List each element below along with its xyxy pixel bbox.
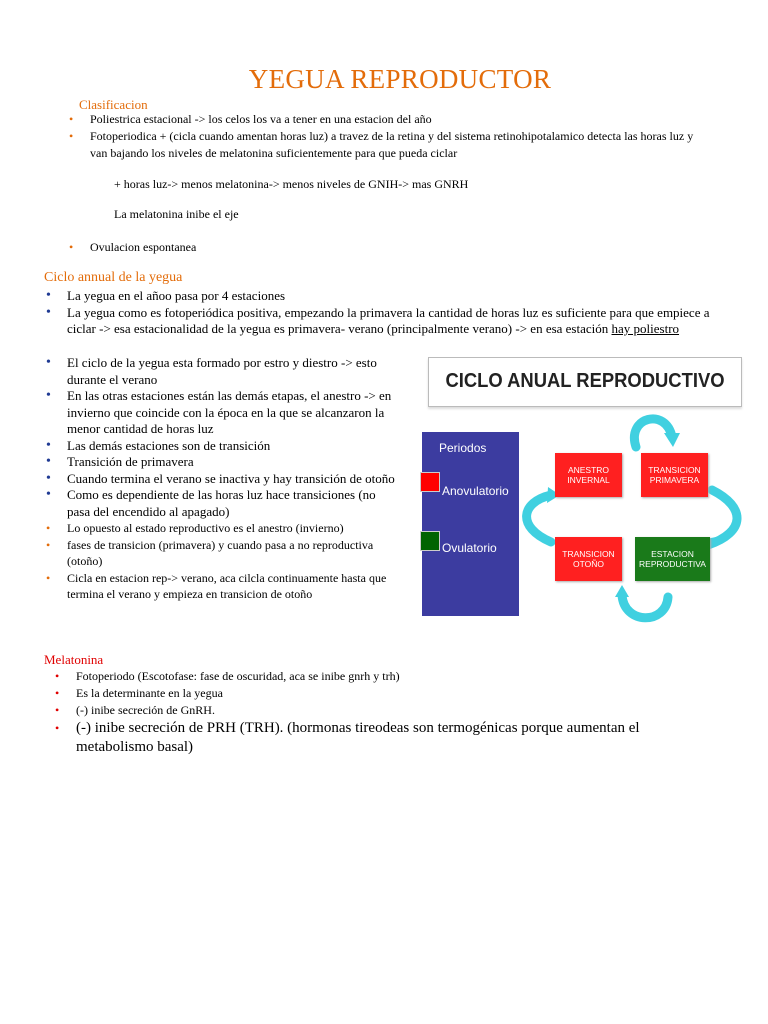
melatonina-list — [76, 668, 676, 757]
list-item: • Poliestrica estacional -> los celos los va a tener en una estacion del año — [90, 111, 710, 128]
ciclo-list-narrow — [67, 355, 400, 603]
list-item: • Fotoperiodica + (cicla cuando amentan horas luz) a travez de la retina y del sistema retinohipotalamico detecta las horas luz y van bajando los niveles de melatonina suficientemente para que pueda ciclar — [90, 128, 710, 162]
section-heading-clasificacion: Clasificacion — [79, 97, 148, 112]
list-item: • (-) inibe secreción de GnRH. — [76, 702, 676, 719]
ciclo-list — [67, 288, 717, 338]
legend-label-anovulatorio: Anovulatorio — [442, 484, 509, 498]
clasificacion-list-2 — [90, 239, 196, 256]
box-transicion-primavera: TRANSICION PRIMAVERA — [641, 453, 708, 497]
box-estacion-reproductiva: ESTACION REPRODUCTIVA — [635, 537, 710, 581]
arrowhead-top-icon — [664, 433, 680, 447]
underlined-text: hay poliestro — [611, 321, 680, 336]
section-heading-ciclo: Ciclo annual de la yegua — [44, 270, 183, 285]
page-title: YEGUA REPRODUCTOR — [248, 64, 552, 94]
section-heading-melatonina: Melatonina — [44, 652, 104, 667]
list-item: • Es la determinante en la yegua — [76, 685, 676, 702]
list-item: • Ovulacion espontanea — [90, 239, 196, 256]
arrow-bottom-icon — [622, 595, 668, 618]
list-item: • Cicla en estacion rep-> verano, aca cilcla continuamente hasta que termina el verano y empieza en transicion de otoño — [67, 570, 400, 603]
list-item: • Fotoperiodo (Escotofase: fase de oscuridad, aca se inibe gnrh y trh) — [76, 668, 676, 685]
arrowhead-bottom-icon — [615, 585, 629, 597]
list-item: • En las otras estaciones están las demás etapas, el anestro -> en invierno que coincide con la época en la que se alcanzaron la menor cantidad de horas luz — [67, 388, 400, 438]
arrow-top-icon — [634, 419, 672, 447]
list-item: • fases de transicion (primavera) y cuando pasa a no reproductiva (otoño) — [67, 537, 400, 570]
box-anestro-invernal: ANESTRO INVERNAL — [555, 453, 622, 497]
arrow-right-icon — [708, 490, 737, 545]
list-item: • Cuando termina el verano se inactiva y hay transición de otoño — [67, 471, 400, 488]
list-item-text: La yegua como es fotoperiódica positiva, empezando la primavera la cantidad de horas luz es suficiente para que empiece a ciclar -> esa estacionalidad de la yegua es primavera- verano (principalmente verano) -> en esa estación — [67, 304, 710, 336]
indented-note: La melatonina inibe el eje — [114, 207, 239, 221]
indented-note: + horas luz-> menos melatonina-> menos niveles de GNIH-> mas GNRH — [114, 177, 469, 191]
list-item: • Las demás estaciones son de transición — [67, 438, 400, 455]
periods-label: Periodos — [439, 441, 487, 455]
legend-label-ovulatorio: Ovulatorio — [442, 541, 497, 555]
list-item: • El ciclo de la yegua esta formado por estro y diestro -> esto durante el verano — [67, 355, 400, 388]
list-item: • Como es dependiente de las horas luz hace transiciones (no pasa del encendido al apagado) — [67, 487, 400, 520]
clasificacion-list — [90, 111, 710, 162]
list-item: • La yegua en el añoo pasa por 4 estaciones — [67, 288, 717, 305]
ciclo-anual-diagram — [426, 357, 742, 625]
diagram-title: CICLO ANUAL REPRODUCTIVO — [445, 370, 725, 392]
box-transicion-otono: TRANSICION OTOÑO — [555, 537, 622, 581]
list-item: • Lo opuesto al estado reproductivo es el anestro (invierno) — [67, 520, 400, 537]
list-item: • (-) inibe secreción de PRH (TRH). (hormonas tireodeas son termogénicas porque aumentan el metabolismo basal) — [76, 719, 676, 757]
list-item — [67, 305, 717, 338]
list-item: • Transición de primavera — [67, 454, 400, 471]
